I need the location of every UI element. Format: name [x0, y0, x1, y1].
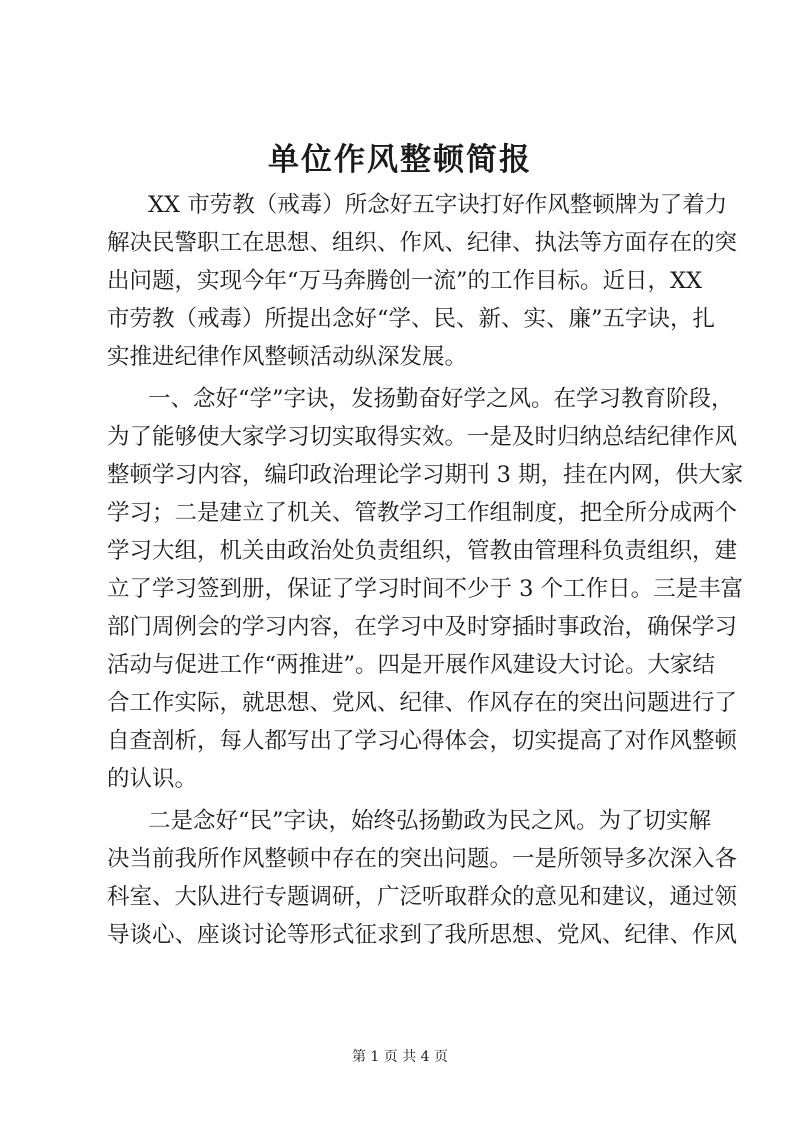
paragraph-2-line-7: 部门周例会的学习内容，在学习中及时穿插时事政治，确保学习: [107, 614, 738, 640]
paragraph-2-line-3: 整顿学习内容，编印政治理论学习期刊 3 期，挂在内网，供大家: [107, 462, 744, 488]
paragraph-1-line-5: 实推进纪律作风整顿活动纵深发展。: [107, 344, 468, 370]
page-footer: 第 1 页 共 4 页: [351, 1049, 449, 1065]
paragraph-2-line-11: 的认识。: [107, 766, 198, 792]
paragraph-3-line-4: 导谈心、座谈讨论等形式征求到了我所思想、党风、纪律、作风: [107, 922, 738, 948]
paragraph-2-line-2: 为了能够使大家学习切实取得实效。一是及时归纳总结纪律作风: [107, 424, 738, 450]
paragraph-2-line-1: 一、念好“学”字诀，发扬勤奋好学之风。在学习教育阶段，: [148, 386, 734, 412]
paragraph-2-line-4: 学习；二是建立了机关、管教学习工作组制度，把全所分成两个: [107, 500, 738, 526]
paragraph-1-line-2: 解决民警职工在思想、组织、作风、纪律、执法等方面存在的突: [107, 230, 738, 256]
paragraph-1-line-4: 市劳教（戒毒）所提出念好“学、民、新、实、廉”五字诀，扎: [107, 306, 716, 332]
document-title: 单位作风整顿简报: [268, 142, 532, 178]
paragraph-3-line-1: 二是念好“民”字诀，始终弘扬勤政为民之风。为了切实解: [148, 808, 712, 834]
paragraph-1-line-3: 出问题，实现今年“万马奔腾创一流”的工作目标。近日，XX: [107, 268, 703, 294]
paragraph-3-line-3: 科室、大队进行专题调研，广泛听取群众的意见和建议，通过领: [107, 884, 738, 910]
paragraph-2-line-6: 立了学习签到册，保证了学习时间不少于 3 个工作日。三是丰富: [107, 576, 744, 602]
paragraph-2-line-5: 学习大组，机关由政治处负责组织，管教由管理科负责组织，建: [107, 538, 738, 564]
paragraph-1-line-1: XX 市劳教（戒毒）所念好五字诀打好作风整顿牌为了着力: [148, 192, 728, 218]
paragraph-3-line-2: 决当前我所作风整顿中存在的突出问题。一是所领导多次深入各: [107, 846, 738, 872]
paragraph-2-line-10: 自查剖析，每人都写出了学习心得体会，切实提高了对作风整顿: [107, 728, 738, 754]
paragraph-2-line-8: 活动与促进工作“两推进”。四是开展作风建设大讨论。大家结: [107, 652, 716, 678]
paragraph-2-line-9: 合工作实际，就思想、党风、纪律、作风存在的突出问题进行了: [107, 690, 738, 716]
